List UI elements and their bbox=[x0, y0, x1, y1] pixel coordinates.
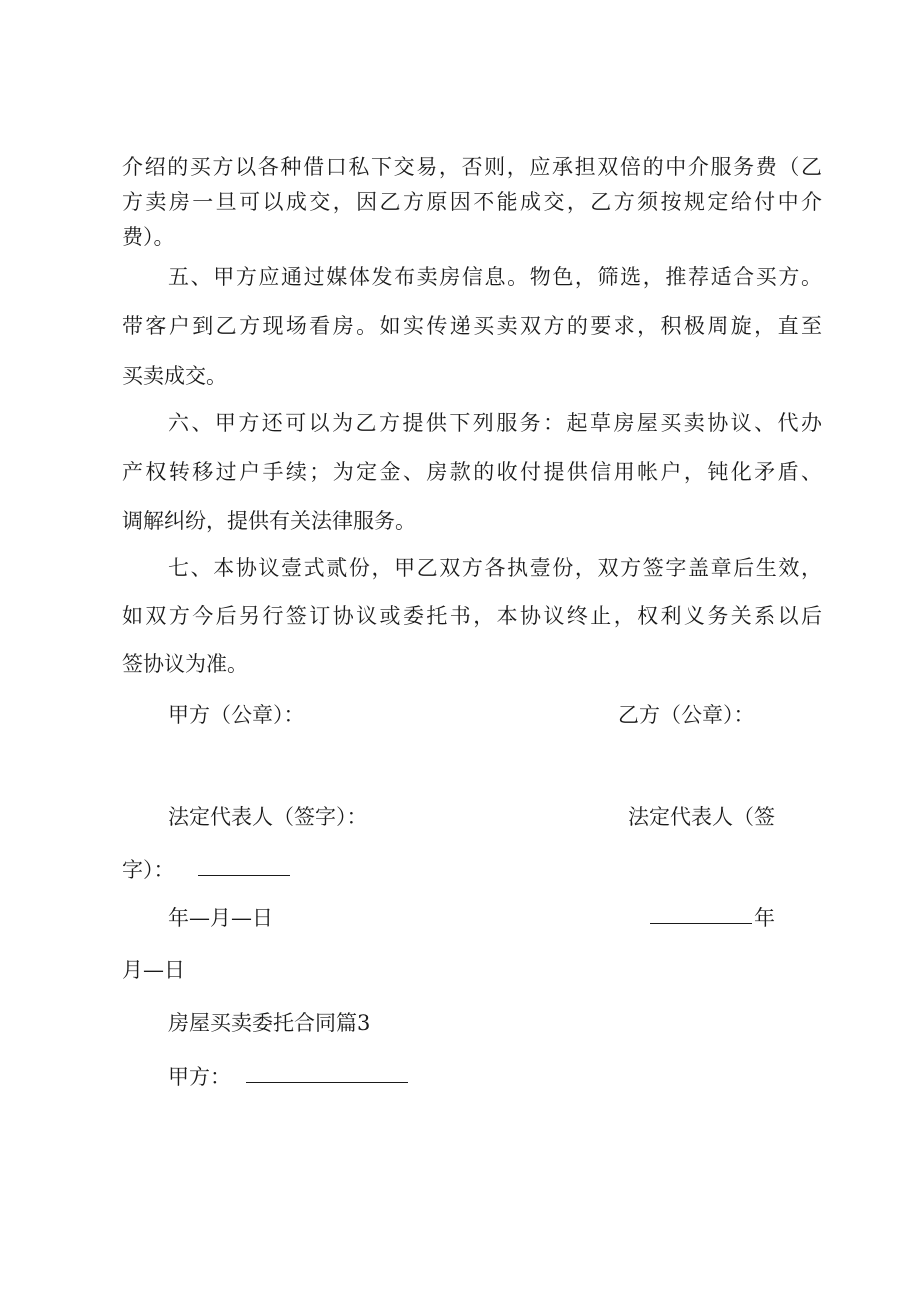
clause4-line2: 方卖房一旦可以成交，因乙方原因不能成交，乙方须按规定给付中介 bbox=[122, 190, 822, 214]
party-b-rep-label-1: 法定代表人（签 bbox=[628, 805, 775, 829]
clause6-line1: 六、甲方还可以为乙方提供下列服务：起草房屋买卖协议、代办 bbox=[168, 411, 822, 435]
clause4-line3: 费）。 bbox=[122, 225, 175, 249]
party-b-seal-label: 乙方（公章）： bbox=[618, 703, 755, 727]
clause5-line2: 带客户到乙方现场看房。如实传递买卖双方的要求，积极周旋，直至 bbox=[122, 314, 822, 338]
party-a-seal-label: 甲方（公章）： bbox=[168, 703, 305, 727]
next-party-a-blank[interactable] bbox=[246, 1062, 408, 1083]
clause6-line3: 调解纠纷，提供有关法律服务。 bbox=[122, 509, 416, 533]
party-b-rep-signature-line[interactable] bbox=[198, 855, 290, 876]
party-b-date-year: 年 bbox=[754, 906, 775, 930]
party-b-rep-label-2-text: 字）： bbox=[122, 858, 175, 882]
party-a-rep-label: 法定代表人（签字）： bbox=[168, 805, 368, 829]
party-b-rep-label-2 bbox=[122, 855, 175, 885]
clause7-line1: 七、本协议壹式贰份，甲乙双方各执壹份，双方签字盖章后生效， bbox=[168, 556, 822, 580]
clause7-line3: 签协议为准。 bbox=[122, 652, 248, 676]
section-title: 房屋买卖委托合同篇3 bbox=[168, 1011, 371, 1035]
clause6-line2: 产权转移过户手续；为定金、房款的收付提供信用帐户，钝化矛盾、 bbox=[122, 460, 822, 484]
party-a-date: 年—月—日 bbox=[168, 906, 273, 930]
clause5-line3: 买卖成交。 bbox=[122, 364, 227, 388]
party-b-date-month-day: 月—日 bbox=[122, 958, 185, 982]
next-party-a-label: 甲方： bbox=[168, 1065, 231, 1089]
party-b-year-blank[interactable] bbox=[650, 903, 752, 924]
clause5-line1: 五、甲方应通过媒体发布卖房信息。物色，筛选，推荐适合买方。 bbox=[168, 265, 822, 289]
clause7-line2: 如双方今后另行签订协议或委托书，本协议终止，权利义务关系以后 bbox=[122, 604, 822, 628]
clause4-line1: 介绍的买方以各种借口私下交易，否则，应承担双倍的中介服务费（乙 bbox=[122, 155, 822, 179]
